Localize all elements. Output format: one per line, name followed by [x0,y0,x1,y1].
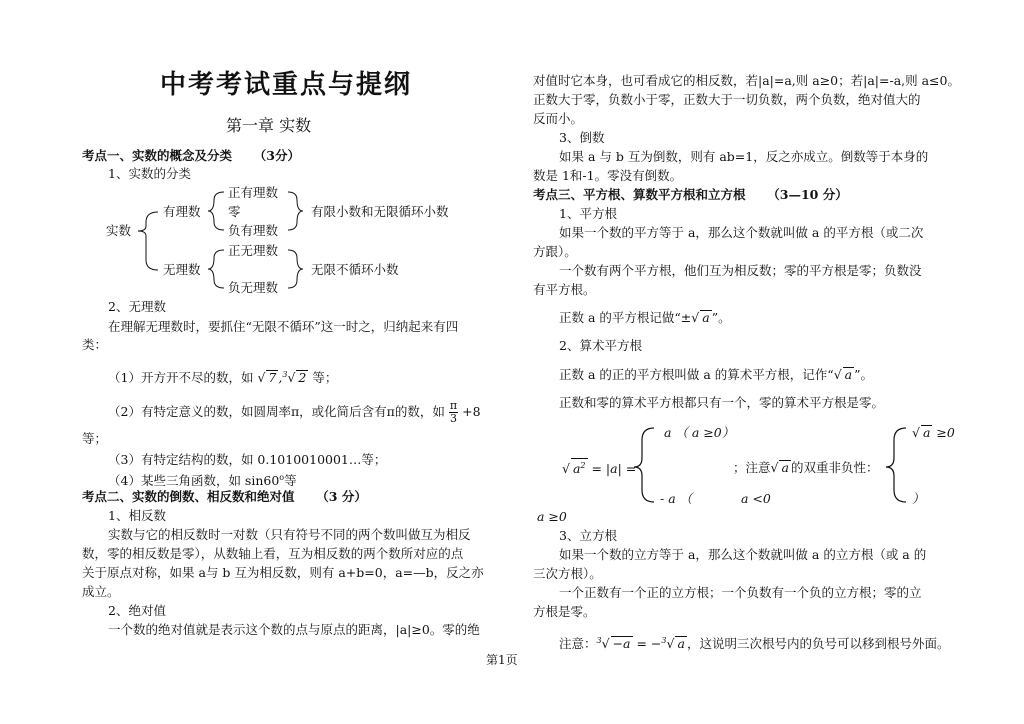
sec1-item1: （1）开方开不尽的数，如 √ 7 ,$^3$√ 2 等； [108,370,338,386]
formula-right1: √ a ≥0 [912,425,955,440]
sec3-p6b: 三次方根）。 [533,566,602,581]
sec1-sub2: 2、无理数 [108,299,166,314]
sec3-sub3: 3、立方根 [559,528,617,543]
tree-neg-rational: 负有理数 [228,223,279,238]
sec3-p6a: 如果一个数的立方等于 a，那么这个数就叫做 a 的立方根（或 a 的 [559,547,927,562]
formula-case1: a （ a ≥0） [664,425,735,440]
sec2-sub2: 2、绝对值 [108,603,166,618]
sec1-sub1: 1、实数的分类 [108,166,191,181]
sec1-item2c: 等； [82,431,108,446]
sec2-p2d: 反而小。 [533,111,584,126]
tree-irrational-note: 无限不循环小数 [311,262,399,277]
sec2-sub1: 1、相反数 [108,508,166,523]
sec3-p4: 正数 a 的正的平方根叫做 a 的算术平方根，记作“√ a ”。 [559,367,874,382]
formula-right2: ） [912,491,925,506]
sec3-p7b: 方根是零。 [533,604,596,619]
sec3-sub1: 1、平方根 [559,206,617,221]
sec3-p3: 正数 a 的平方根记做“±√ a ”。 [559,310,731,325]
sec2-p1c: 关于原点对称，如果 a与 b 互为相反数，则有 a+b=0，a=—b，反之亦 [82,565,484,580]
sec2-p1b: 数，零的相反数是零），从数轴上看，互为相反数的两个数所对应的点 [82,546,464,561]
sec2-p1d: 成立。 [82,584,120,599]
formula-lhs: √ $a^2 = |a|$ = [562,458,636,478]
sec1-item2: （2）有特定意义的数，如圆周率π，或化简后含有π的数，如 $\frac{\pi}{3}$ +8 [108,399,481,425]
page-number: 第1页 [486,653,518,667]
tree-rational: 有理数 [163,204,201,219]
sec2-p2c: 正数大于零，负数小于零，正数大于一切负数，两个负数，绝对值大的 [533,92,921,107]
tree-pos-irrational: 正无理数 [228,243,279,258]
sec3-p7a: 一个正数有一个正的立方根；一个负数有一个负的立方根；零的立 [559,585,922,600]
sec2-p2b: 对值时它本身，也可看成它的相反数，若|a|=a,则 a≥0；若|a|=-a,则 a≤0。 [533,73,960,88]
sec2-p3a: 如果 a 与 b 互为倒数，则有 ab=1，反之亦成立。倒数等于本身的 [559,149,929,164]
tree-irrational: 无理数 [163,262,201,277]
sec2-p3b: 数是 1和-1。零没有倒数。 [533,168,683,183]
sec1-p1b: 类： [82,337,108,352]
tree-zero: 零 [228,204,241,219]
chapter-title: 第一章 实数 [226,116,312,135]
section-1-heading: 考点一、实数的概念及分类 （3分） [82,148,300,163]
sec3-p8: 注意：$^3$√ −a = −$^3$√ a ，这说明三次根号内的负号可以移到根号外面。 [559,636,950,652]
formula-case2b: a <0 [741,491,771,506]
sec3-p1b: 方跟）。 [533,244,577,259]
sec1-p1: 在理解无理数时，要抓住“无限不循环”这一时之，归纳起来有四 [108,319,459,334]
formula-case2a: - a （ [660,491,693,506]
page-title: 中考考试重点与提纲 [160,70,413,100]
section-2-heading: 考点二、实数的倒数、相反数和绝对值 （3 分） [82,489,367,504]
sec1-item4: （4）某些三角函数，如 sin60$^o$等 [108,473,297,489]
sec3-p2b: 有平方根。 [533,282,596,297]
tree-pos-rational: 正有理数 [228,185,279,200]
sec3-p1a: 如果一个数的平方等于 a，那么这个数就叫做 a 的平方根（或二次 [559,225,924,240]
sec2-p2a: 一个数的绝对值就是表示这个数的点与原点的距离，|a|≥0。零的绝 [108,622,480,637]
sec2-sub3: 3、倒数 [559,130,605,145]
tree-root: 实数 [106,223,132,238]
formula-note: ；注意√ a 的双重非负性： [733,460,879,475]
section-3-heading: 考点三、平方根、算数平方根和立方根 （3—10 分） [533,187,848,202]
sec3-p2a: 一个数有两个平方根，他们互为相反数；零的平方根是零；负数没 [559,263,922,278]
sec1-item3: （3）有特定结构的数，如 0.1010010001…等； [108,452,387,467]
sec2-p1a: 实数与它的相反数时一对数（只有符号不同的两个数叫做互为相反 [108,527,471,542]
tree-rational-note: 有限小数和无限循环小数 [311,204,449,219]
formula-tail: a ≥0 [537,509,567,524]
sec3-sub2: 2、算术平方根 [559,338,642,353]
tree-neg-irrational: 负无理数 [228,280,279,295]
sec3-p5: 正数和零的算术平方根都只有一个，零的算术平方根是零。 [559,395,885,410]
